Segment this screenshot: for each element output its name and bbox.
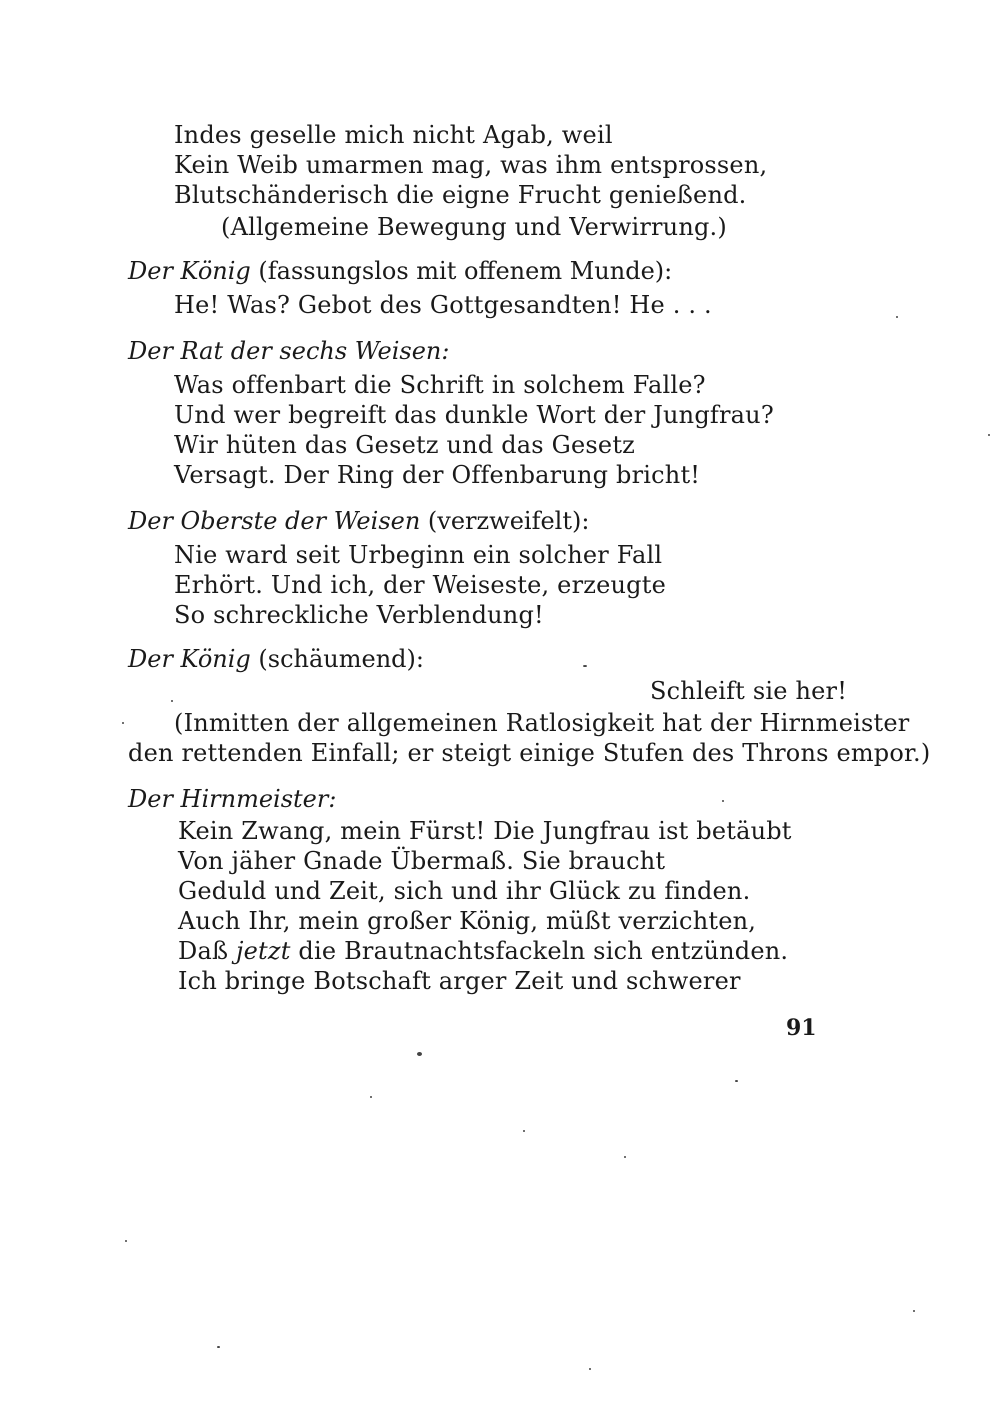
- scan-speck: [370, 1096, 372, 1098]
- scan-speck: [624, 1156, 626, 1158]
- speaker-name: Der Oberste der Weisen: [128, 507, 421, 535]
- verse-line: Kein Zwang, mein Fürst! Die Jungfrau ist betäubt: [178, 817, 792, 845]
- verse-line: Erhört. Und ich, der Weiseste, erzeugte: [174, 571, 666, 599]
- verse-line: Blutschänderisch die eigne Frucht genießend.: [174, 181, 747, 209]
- speaker-heading: [128, 784, 336, 814]
- speaker-note: (fassungslos mit offenem Munde):: [250, 257, 673, 285]
- verse-line: Schleift sie her!: [650, 677, 848, 705]
- scan-speck: [722, 800, 724, 802]
- speaker-name: Der König: [128, 645, 251, 673]
- verse-line: Auch Ihr, mein großer König, müßt verzichten,: [178, 907, 757, 935]
- verse-text: die Brautnachtsfackeln sich entzünden.: [290, 937, 789, 965]
- verse-line: Geduld und Zeit, sich und ihr Glück zu finden.: [178, 877, 751, 905]
- speaker-name: Der Rat der sechs Weisen:: [128, 337, 450, 365]
- scan-speck: [417, 1052, 422, 1056]
- verse-line: Von jäher Gnade Übermaß. Sie braucht: [178, 847, 666, 875]
- speaker-heading: [128, 256, 672, 286]
- scan-speck: [896, 316, 898, 318]
- scan-speck: [583, 665, 587, 667]
- verse-line: Und wer begreift das dunkle Wort der Jungfrau?: [174, 401, 774, 429]
- verse-line: Indes geselle mich nicht Agab, weil: [174, 121, 613, 149]
- speaker-note: (schäumend):: [250, 645, 424, 673]
- verse-line: Versagt. Der Ring der Offenbarung bricht!: [174, 461, 701, 489]
- scan-speck: [589, 1368, 591, 1370]
- scan-speck: [988, 434, 990, 436]
- verse-line: [178, 936, 788, 966]
- verse-line: Nie ward seit Urbeginn ein solcher Fall: [174, 541, 663, 569]
- speaker-name: Der Hirnmeister:: [128, 785, 337, 813]
- page-number: 91: [786, 1015, 817, 1041]
- stage-direction: (Allgemeine Bewegung und Verwirrung.): [221, 213, 727, 241]
- stage-direction: (Inmitten der allgemeinen Ratlosigkeit hat der Hirnmeister: [174, 709, 910, 737]
- verse-line: Kein Weib umarmen mag, was ihm entsprossen,: [174, 151, 768, 179]
- verse-line: Was offenbart die Schrift in solchem Falle?: [174, 371, 706, 399]
- scan-speck: [125, 1240, 127, 1242]
- speaker-heading: [128, 506, 589, 536]
- verse-line: He! Was? Gebot des Gottgesandten! He . . .: [174, 291, 712, 319]
- stage-direction: den rettenden Einfall; er steigt einige Stufen des Throns empor.): [128, 739, 931, 767]
- verse-line: Wir hüten das Gesetz und das Gesetz: [174, 431, 636, 459]
- speaker-note: (verzweifelt):: [420, 507, 590, 535]
- verse-line: So schreckliche Verblendung!: [174, 601, 544, 629]
- verse-line: Ich bringe Botschaft arger Zeit und schwerer: [178, 967, 741, 995]
- scan-speck: [913, 1310, 915, 1312]
- speaker-heading: [128, 336, 449, 366]
- scan-speck: [735, 1080, 738, 1082]
- scan-speck: [171, 700, 173, 702]
- scan-speck: [523, 1130, 525, 1132]
- speaker-heading: [128, 644, 424, 674]
- verse-text: Daß: [178, 937, 237, 965]
- scan-speck: [217, 1346, 220, 1348]
- scan-speck: [122, 722, 124, 724]
- speaker-name: Der König: [128, 257, 251, 285]
- emphasis: jetzt: [236, 937, 291, 965]
